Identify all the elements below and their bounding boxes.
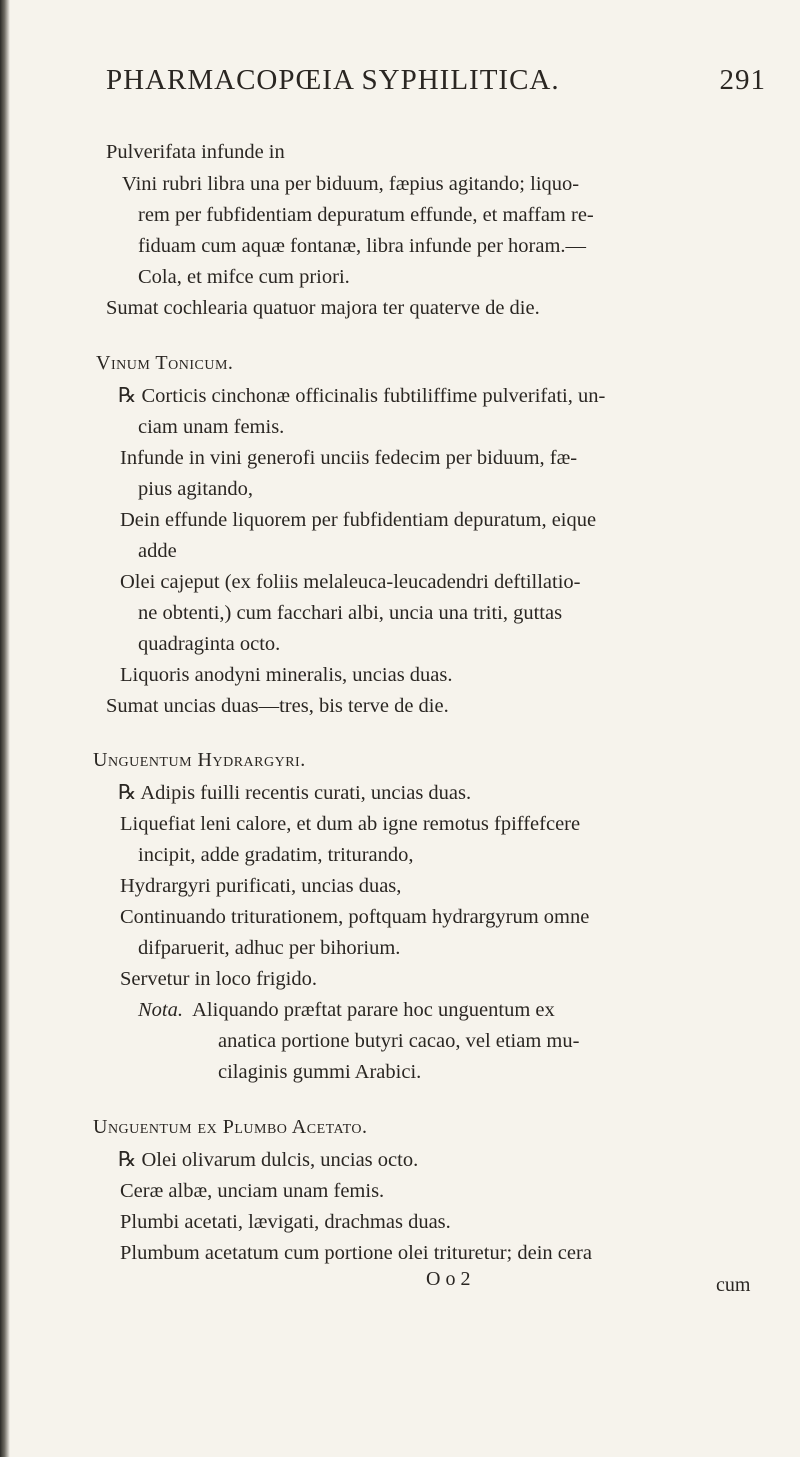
section-heading-vinum-tonicum: Vinum Tonicum. xyxy=(96,352,234,374)
text-line: ℞ Olei olivarum dulcis, uncias octo. xyxy=(118,1149,419,1171)
text-line: Pulverifata infunde in xyxy=(106,141,285,163)
text-line: Continuando triturationem, poftquam hydrargyrum omne xyxy=(120,906,590,928)
text-line: Sumat uncias duas—tres, bis terve de die. xyxy=(106,695,449,717)
text-line: Dein effunde liquorem per fubfidentiam depuratum, eique xyxy=(120,509,597,531)
text-line: ciam unam femis. xyxy=(138,416,285,438)
text-line: quadraginta octo. xyxy=(138,633,281,655)
page-binding-shadow xyxy=(0,0,10,1457)
text-line: adde xyxy=(138,540,177,562)
running-title: PHARMACOPŒIA SYPHILITICA. xyxy=(106,64,560,96)
nota-text: Aliquando præftat parare hoc unguentum ex xyxy=(192,999,555,1021)
text-line: Vini rubri libra una per biduum, fæpius agitando; liquo- xyxy=(122,173,580,195)
signature-mark: O o 2 xyxy=(426,1268,471,1290)
text-line: ℞ Adipis fuilli recentis curati, uncias duas. xyxy=(118,782,472,804)
text-line: fiduam cum aquæ fontanæ, libra infunde per horam.— xyxy=(138,235,587,257)
text-line: Liquefiat leni calore, et dum ab igne remotus fpiffefcere xyxy=(120,813,581,835)
text-line: rem per fubfidentiam depuratum effunde, et maffam re- xyxy=(138,204,594,226)
text-line: Plumbi acetati, lævigati, drachmas duas. xyxy=(120,1211,451,1233)
text-line: Servetur in loco frigido. xyxy=(120,968,317,990)
text-line: cilaginis gummi Arabici. xyxy=(218,1061,422,1083)
text-line: ne obtenti,) cum facchari albi, uncia una triti, guttas xyxy=(138,602,563,624)
text-line: ℞ Corticis cinchonæ officinalis fubtiliffime pulverifati, un- xyxy=(118,385,606,407)
text-line: Infunde in vini generofi unciis fedecim per biduum, fæ- xyxy=(120,447,578,469)
text-line: Hydrargyri purificati, uncias duas, xyxy=(120,875,402,897)
text-line: Plumbum acetatum cum portione olei trituretur; dein cera xyxy=(120,1242,592,1264)
text-line: Liquoris anodyni mineralis, uncias duas. xyxy=(120,664,453,686)
text-line: incipit, adde gradatim, triturando, xyxy=(138,844,414,866)
text-line: Cola, et mifce cum priori. xyxy=(138,266,350,288)
text-line: difparuerit, adhuc per bihorium. xyxy=(138,937,401,959)
text-line: Ceræ albæ, unciam unam femis. xyxy=(120,1180,385,1202)
text-line: pius agitando, xyxy=(138,478,254,500)
text-line xyxy=(138,1000,555,1021)
page-number: 291 xyxy=(719,64,766,96)
catchword: cum xyxy=(716,1274,751,1296)
section-heading-unguentum-plumbo: Unguentum ex Plumbo Acetato. xyxy=(93,1116,368,1138)
nota-label: Nota. xyxy=(138,999,183,1021)
text-line: Olei cajeput (ex foliis melaleuca-leucadendri deftillatio- xyxy=(120,571,581,593)
text-line: Sumat cochlearia quatuor majora ter quaterve de die. xyxy=(106,297,540,319)
text-line: anatica portione butyri cacao, vel etiam mu- xyxy=(218,1030,580,1052)
section-heading-unguentum-hydrargyri: Unguentum Hydrargyri. xyxy=(93,749,306,771)
running-header xyxy=(106,64,766,97)
